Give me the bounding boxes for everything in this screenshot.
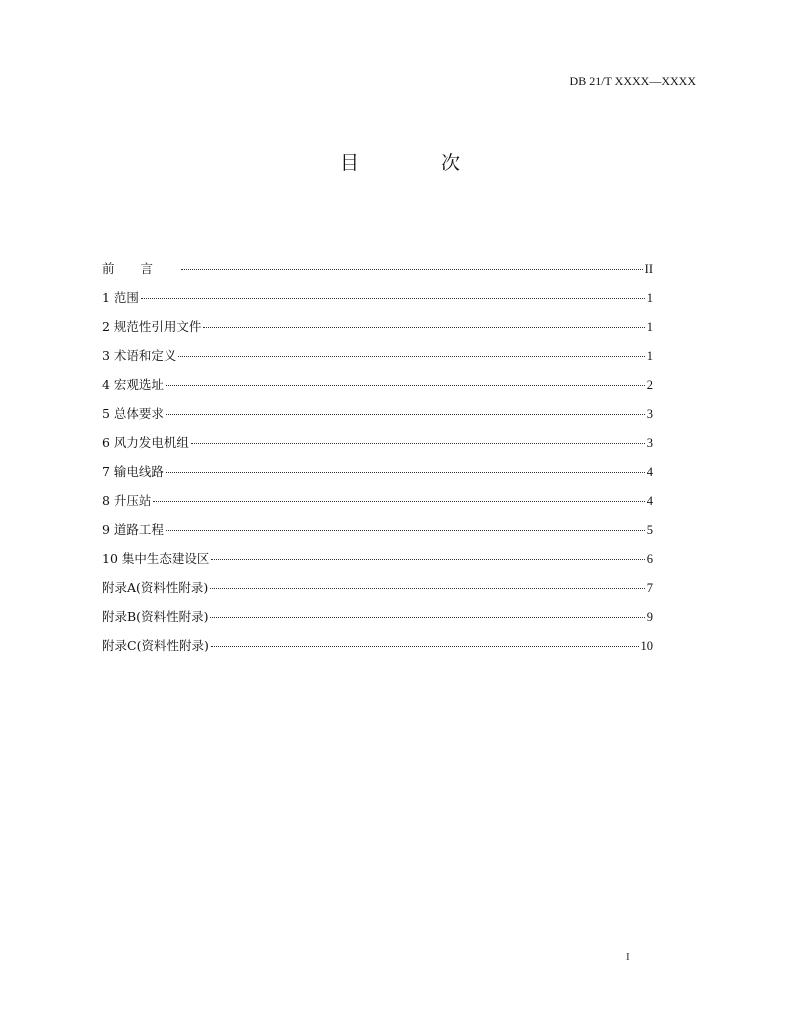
toc-page-number: 6 bbox=[646, 552, 653, 566]
toc-leader-dots bbox=[166, 414, 645, 415]
toc-leader-dots bbox=[211, 646, 639, 647]
toc-leader-dots bbox=[178, 356, 644, 357]
toc-entry-ecological-zone[interactable] bbox=[102, 548, 653, 577]
toc-label: 6 风力发电机组 bbox=[102, 435, 189, 450]
document-code: DB 21/T XXXX—XXXX bbox=[569, 74, 696, 88]
table-of-contents bbox=[102, 258, 653, 664]
toc-page-number: 1 bbox=[646, 291, 653, 305]
toc-label: 9 道路工程 bbox=[102, 522, 164, 537]
toc-entry-scope[interactable] bbox=[102, 287, 653, 316]
toc-leader-dots bbox=[211, 559, 644, 560]
toc-entry-appendix-a[interactable] bbox=[102, 577, 653, 606]
toc-label: 3 术语和定义 bbox=[102, 348, 177, 363]
toc-entry-wind-turbines[interactable] bbox=[102, 432, 653, 461]
toc-label: 前言 bbox=[102, 261, 180, 276]
toc-leader-dots bbox=[210, 588, 644, 589]
toc-leader-dots bbox=[203, 327, 644, 328]
toc-page-number: 2 bbox=[646, 378, 653, 392]
toc-page-number: 3 bbox=[646, 436, 653, 450]
toc-label: 1 范围 bbox=[102, 290, 139, 305]
toc-page-number: 4 bbox=[646, 465, 653, 479]
toc-leader-dots bbox=[210, 617, 644, 618]
toc-entry-terms-definitions[interactable] bbox=[102, 345, 653, 374]
toc-page-number: 1 bbox=[646, 320, 653, 334]
toc-leader-dots bbox=[166, 385, 645, 386]
toc-leader-dots bbox=[153, 501, 644, 502]
toc-page-number: 4 bbox=[646, 494, 653, 508]
toc-label: 附录A(资料性附录) bbox=[102, 580, 209, 595]
toc-label: 8 升压站 bbox=[102, 493, 152, 508]
toc-entry-road-engineering[interactable] bbox=[102, 519, 653, 548]
toc-page-number: 5 bbox=[646, 523, 653, 537]
toc-entry-appendix-b[interactable] bbox=[102, 606, 653, 635]
toc-label: 4 宏观选址 bbox=[102, 377, 164, 392]
toc-label: 附录B(资料性附录) bbox=[102, 609, 209, 624]
toc-entry-normative-references[interactable] bbox=[102, 316, 653, 345]
toc-label: 附录C(资料性附录) bbox=[102, 638, 209, 653]
toc-page-number: 10 bbox=[640, 639, 653, 653]
toc-page-number: 1 bbox=[646, 349, 653, 363]
toc-leader-dots bbox=[141, 298, 645, 299]
toc-entry-transmission-lines[interactable] bbox=[102, 461, 653, 490]
toc-label: 7 输电线路 bbox=[102, 464, 164, 479]
toc-leader-dots bbox=[191, 443, 645, 444]
toc-page-number: 3 bbox=[646, 407, 653, 421]
toc-entry-substation[interactable] bbox=[102, 490, 653, 519]
toc-leader-dots bbox=[181, 269, 643, 270]
toc-entry-macro-siting[interactable] bbox=[102, 374, 653, 403]
toc-label: 5 总体要求 bbox=[102, 406, 164, 421]
toc-entry-appendix-c[interactable] bbox=[102, 635, 653, 664]
footer-page-number: I bbox=[626, 951, 630, 963]
toc-page-number: 9 bbox=[646, 610, 653, 624]
page-title: 目 次 bbox=[339, 152, 499, 174]
toc-leader-dots bbox=[166, 472, 645, 473]
toc-label: 10 集中生态建设区 bbox=[102, 551, 210, 566]
toc-page-number: 7 bbox=[646, 581, 653, 595]
toc-page-number: II bbox=[644, 262, 653, 276]
toc-leader-dots bbox=[166, 530, 645, 531]
toc-entry-foreword[interactable] bbox=[102, 258, 653, 287]
toc-entry-general-requirements[interactable] bbox=[102, 403, 653, 432]
toc-label: 2 规范性引用文件 bbox=[102, 319, 202, 334]
